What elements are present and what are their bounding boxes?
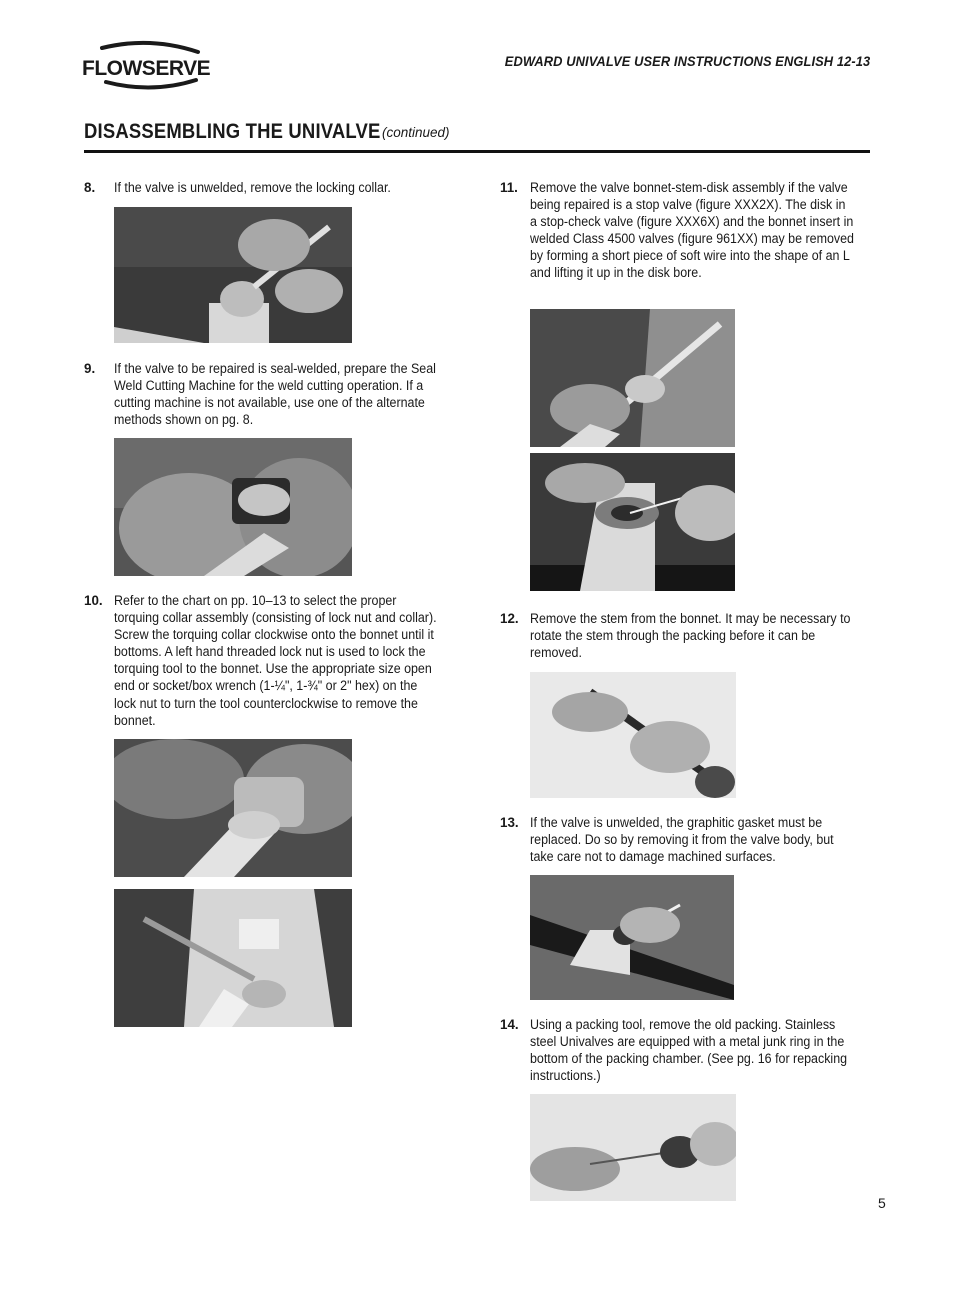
step-text: Refer to the chart on pp. 10–13 to select the proper torquing collar assembly (consisting of lock nut and collar). Screw the torquing collar clockwise onto the bonnet until it bottoms. A left hand threaded lock nut is used to lock the torquing tool to the bonnet. Use the appropriate size open end or socket/box wrench (1-¼", 1-¾" or 2" hex) on the lock nut to turn the tool counterclockwise to remove the bonnet. [114, 593, 437, 728]
photo-locking-collar [114, 207, 352, 343]
section-title: DISASSEMBLING THE UNIVALVE [84, 120, 381, 143]
step-number: 14. [500, 1017, 519, 1032]
page-number: 5 [878, 1195, 886, 1211]
step-number: 12. [500, 611, 519, 626]
photo-wire-disk-bore [530, 453, 735, 591]
photo-stem-bonnet [530, 672, 736, 798]
section-continued: (continued) [382, 125, 450, 140]
step-number: 9. [84, 361, 96, 376]
section-heading [84, 120, 450, 144]
step-number: 10. [84, 593, 103, 608]
step-number: 8. [84, 180, 96, 195]
step-text: Remove the stem from the bonnet. It may be necessary to rotate the stem through the packing before it can be removed. [530, 611, 851, 661]
photo-bonnet-stem-disk [530, 309, 735, 447]
photo-graphitic-gasket [530, 875, 734, 1000]
photo-weld-cutting-machine [114, 438, 352, 576]
step-text: Using a packing tool, remove the old packing. Stainless steel Univalves are equipped with a metal junk ring in the bottom of the packing chamber. (See pg. 16 for repacking instructions.) [530, 1017, 848, 1084]
flowserve-logo [80, 38, 220, 90]
document-title: EDWARD UNIVALVE USER INSTRUCTIONS ENGLISH 12-13 [504, 53, 870, 69]
step-text: Remove the valve bonnet-stem-disk assembly if the valve being repaired is a stop valve (figure XXX2X). The disk in a stop-check valve (figure XXX6X) and the bonnet insert in welded Class 4500 valves (figure 961XX) may be removed by forming a short piece of soft wire into the shape of an L and lifting it up in the disk bore. [530, 180, 854, 281]
photo-torquing-collar [114, 739, 352, 877]
step-text: If the valve is unwelded, the graphitic gasket must be replaced. Do so by removing it from the valve body, but take care not to damage machined surfaces. [530, 815, 834, 865]
photo-wrench-bonnet [114, 889, 352, 1027]
logo-wordmark: FLOWSERVE [82, 57, 211, 80]
step-text: If the valve to be repaired is seal-welded, prepare the Seal Weld Cutting Machine for the weld cutting operation. If a cutting machine is not available, use one of the alternate methods shown on pg. 8. [114, 361, 436, 428]
step-text: If the valve is unwelded, remove the locking collar. [114, 180, 391, 195]
photo-packing-tool [530, 1094, 736, 1201]
header-rule [84, 150, 870, 153]
step-number: 13. [500, 815, 519, 830]
step-number: 11. [500, 180, 518, 195]
